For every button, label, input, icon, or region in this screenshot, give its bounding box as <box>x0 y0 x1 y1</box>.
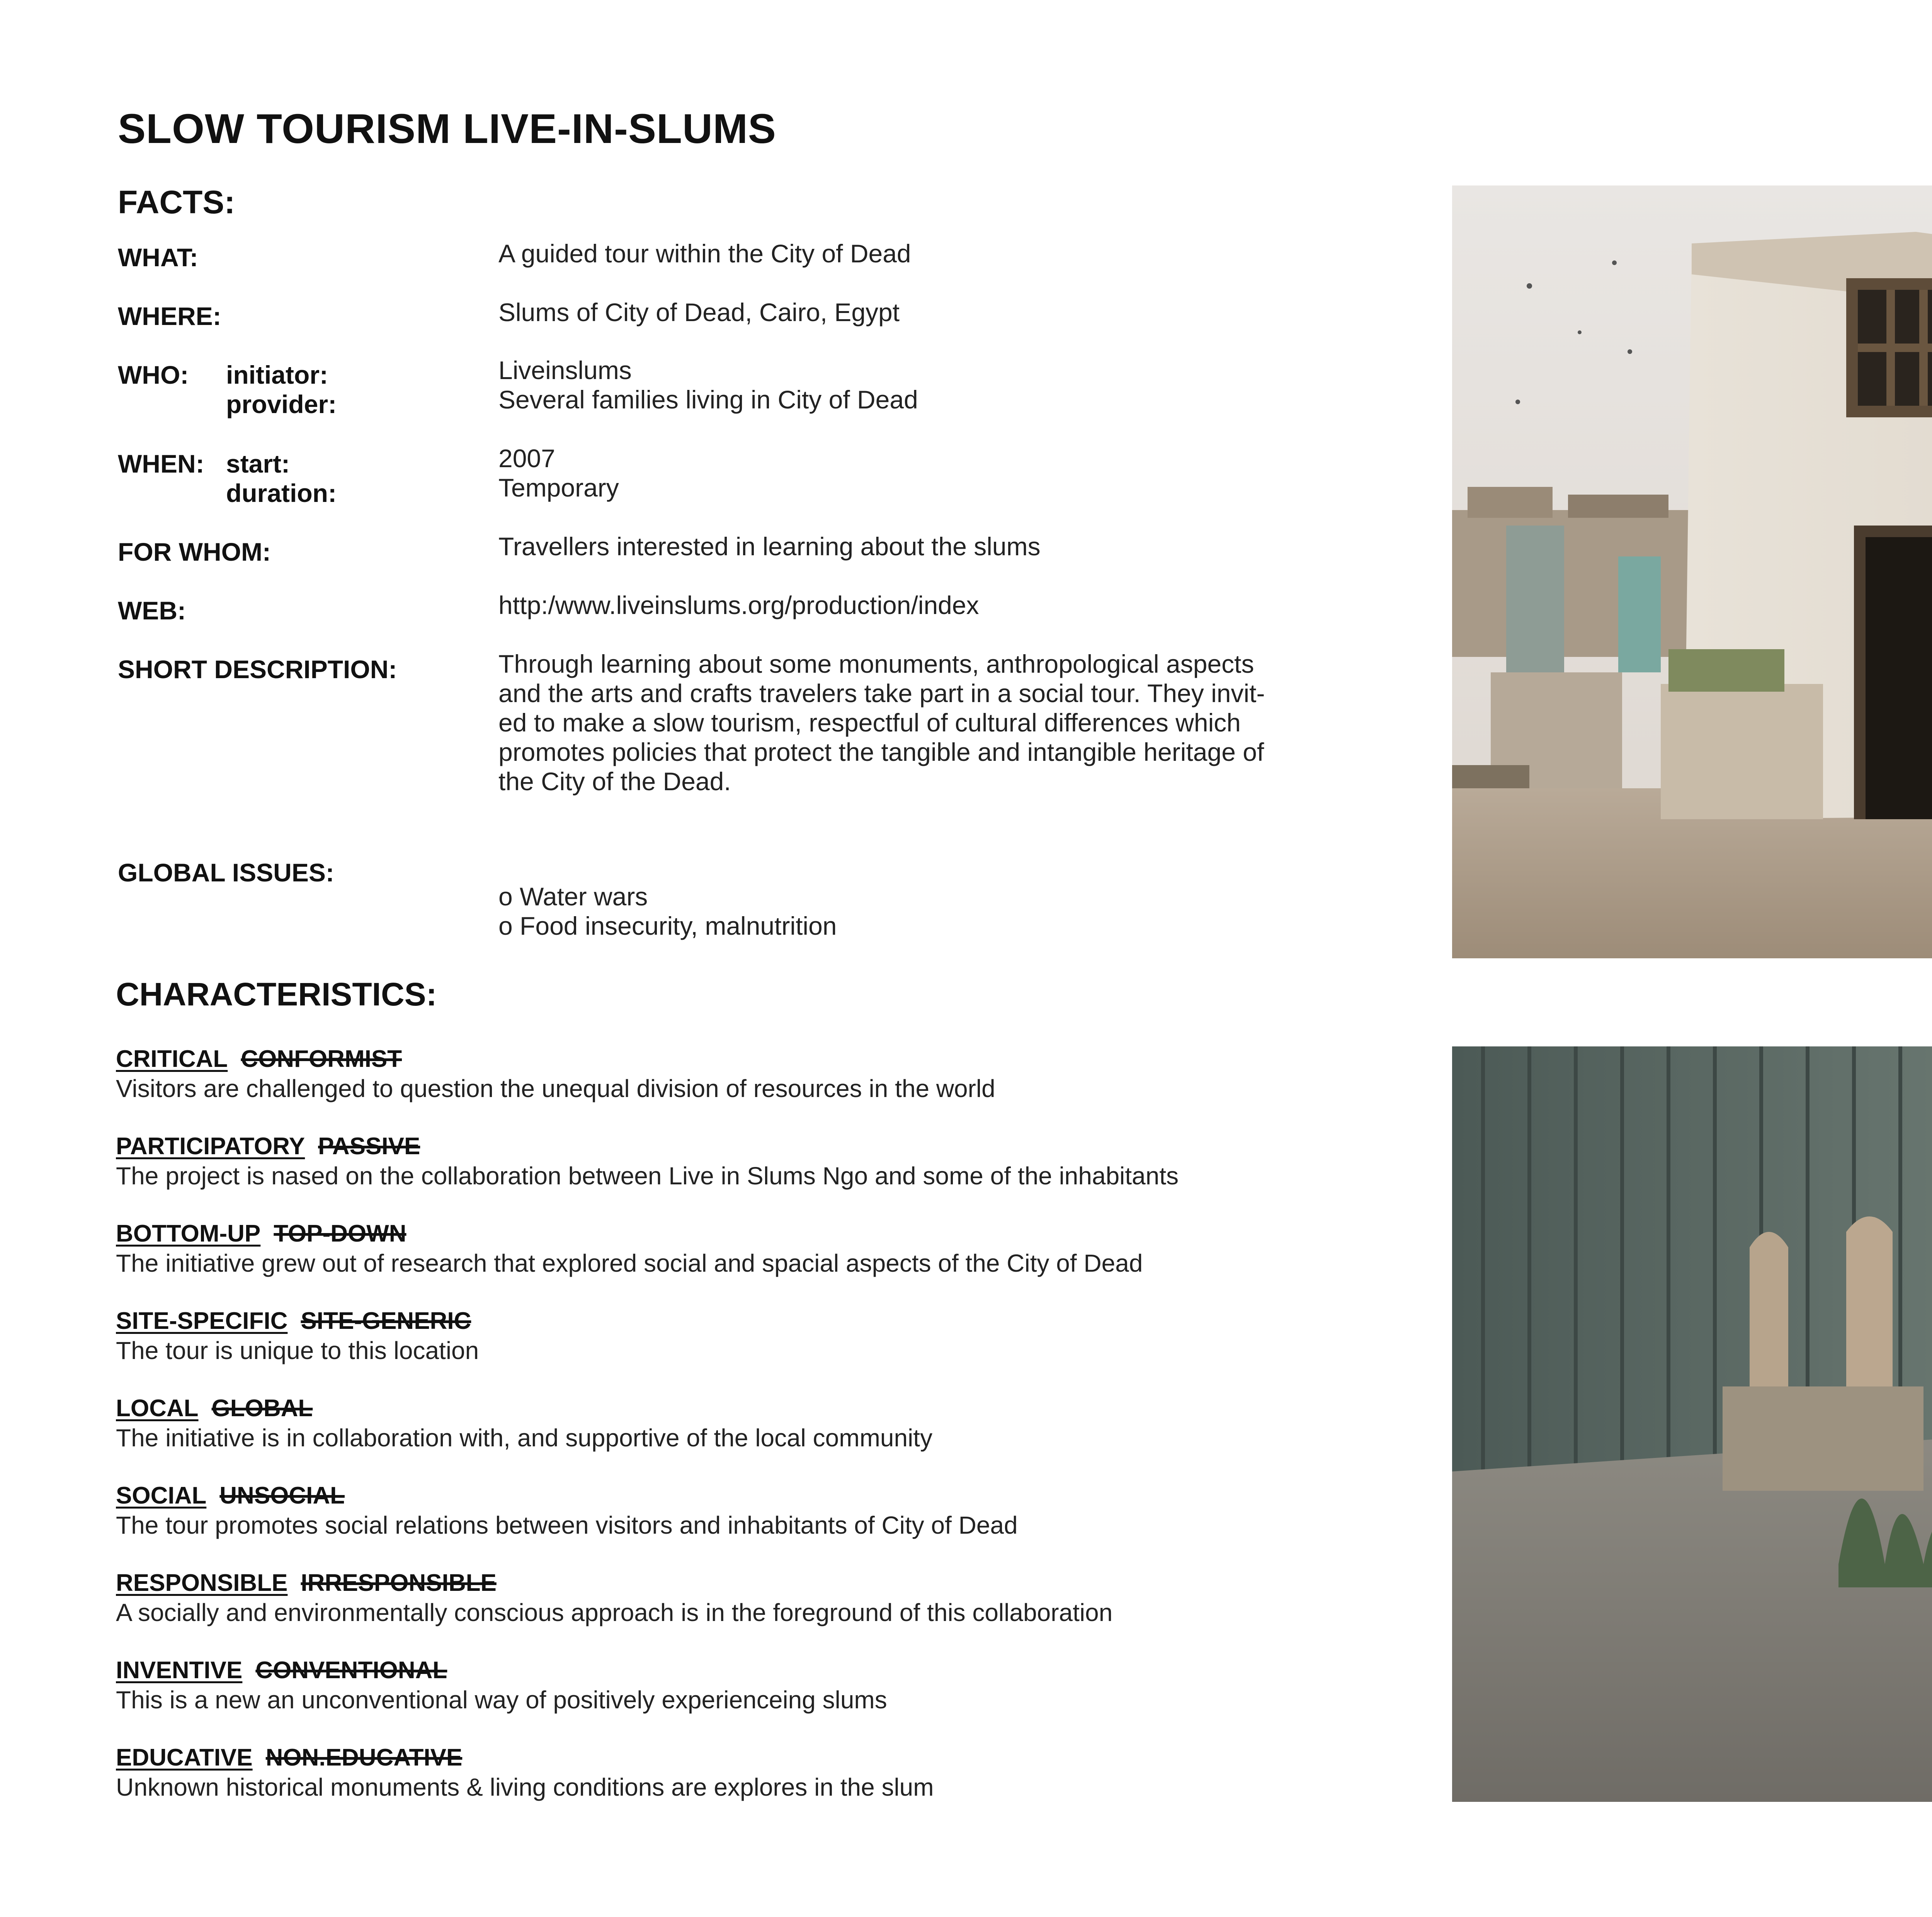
characteristic-description: The tour is unique to this location <box>116 1337 479 1364</box>
characteristic-terms <box>116 1656 887 1685</box>
characteristic-terms <box>116 1044 995 1074</box>
for-whom-value: Travellers interested in learning about the slums <box>498 532 1041 561</box>
characteristic-negative: UNSOCIAL <box>219 1482 345 1509</box>
characteristic-description: Visitors are challenged to question the unequal division of resources in the world <box>116 1075 995 1102</box>
photo-family-in-doorway <box>1452 1046 1932 1802</box>
global-issues-list <box>498 882 1329 941</box>
when-duration-label: duration: <box>226 479 337 507</box>
where-label: WHERE: <box>118 302 221 330</box>
characteristic-description: The initiative is in collaboration with, and supportive of the local community <box>116 1424 933 1452</box>
photo-house-with-scooter <box>1452 185 1932 958</box>
characteristic-negative: SITE-GENERIC <box>301 1308 471 1334</box>
who-label: WHO: <box>118 361 189 389</box>
for-whom-label: FOR WHOM: <box>118 538 271 566</box>
characteristic-negative: CONFORMIST <box>241 1046 402 1072</box>
characteristic-description: A socially and environmentally conscious approach is in the foreground of this collaboration <box>116 1599 1113 1626</box>
characteristic-positive: RESPONSIBLE <box>116 1570 288 1596</box>
web-label: WEB: <box>118 596 186 625</box>
characteristic-item <box>116 1481 1018 1540</box>
description-line: ed to make a slow tourism, respectful of cultural differences which <box>498 708 1241 737</box>
characteristic-positive: SOCIAL <box>116 1482 207 1509</box>
where-value: Slums of City of Dead, Cairo, Egypt <box>498 298 900 327</box>
characteristic-item <box>116 1306 479 1365</box>
characteristic-positive: PARTICIPATORY <box>116 1133 305 1160</box>
characteristic-terms <box>116 1481 1018 1510</box>
characteristic-positive: EDUCATIVE <box>116 1744 253 1771</box>
characteristic-terms <box>116 1306 479 1336</box>
characteristic-terms <box>116 1394 932 1423</box>
characteristic-positive: CRITICAL <box>116 1046 228 1072</box>
characteristic-positive: BOTTOM-UP <box>116 1220 261 1247</box>
when-label: WHEN: <box>118 449 204 478</box>
characteristic-item <box>116 1219 1143 1278</box>
characteristic-description: This is a new an unconventional way of positively experienceing slums <box>116 1686 887 1714</box>
characteristic-item <box>116 1044 995 1103</box>
characteristic-item <box>116 1656 887 1715</box>
short-description-label: SHORT DESCRIPTION: <box>118 655 397 684</box>
description-line: Through learning about some monuments, anthropological aspects <box>498 650 1254 678</box>
global-issues-label: GLOBAL ISSUES: <box>118 858 334 887</box>
characteristic-description: The project is nased on the collaboration between Live in Slums Ngo and some of the inhabitants <box>116 1162 1179 1190</box>
characteristic-item <box>116 1394 932 1453</box>
characteristic-description: The initiative grew out of research that explored social and spacial aspects of the City of Dead <box>116 1249 1143 1277</box>
what-label: WHAT: <box>118 243 198 272</box>
web-link[interactable]: http:/www.liveinslums.org/production/index <box>498 591 979 619</box>
characteristic-item <box>116 1568 1112 1627</box>
global-issue-item: o Water wars <box>498 882 648 911</box>
when-start-label: start: <box>226 449 290 478</box>
description-line: promotes policies that protect the tangible and intangible heritage of <box>498 738 1264 766</box>
who-provider-label: provider: <box>226 390 337 418</box>
characteristic-item <box>116 1743 934 1802</box>
characteristics-heading: CHARACTERISTICS: <box>116 976 437 1012</box>
who-provider-value: Several families living in City of Dead <box>498 385 918 414</box>
what-value: A guided tour within the City of Dead <box>498 239 911 268</box>
characteristic-terms <box>116 1219 1143 1249</box>
characteristic-negative: PASSIVE <box>318 1133 420 1160</box>
characteristic-positive: SITE-SPECIFIC <box>116 1308 288 1334</box>
facts-heading: FACTS: <box>118 184 235 220</box>
characteristic-terms <box>116 1568 1112 1598</box>
characteristic-negative: GLOBAL <box>211 1395 313 1422</box>
characteristic-description: Unknown historical monuments & living conditions are explores in the slum <box>116 1773 934 1801</box>
characteristic-negative: TOP-DOWN <box>274 1220 406 1247</box>
characteristic-item <box>116 1132 1179 1191</box>
when-start-value: 2007 <box>498 444 555 473</box>
characteristic-positive: LOCAL <box>116 1395 199 1422</box>
characteristic-negative: CONVENTIONAL <box>255 1657 447 1684</box>
characteristic-positive: INVENTIVE <box>116 1657 243 1684</box>
who-initiator-label: initiator: <box>226 361 328 389</box>
characteristic-terms <box>116 1743 934 1772</box>
who-initiator-value: Liveinslums <box>498 356 632 384</box>
description-line: the City of the Dead. <box>498 767 731 796</box>
description-line: and the arts and crafts travelers take part in a social tour. They invit- <box>498 679 1265 708</box>
global-issue-item: o Food insecurity, malnutrition <box>498 912 837 940</box>
when-duration-value: Temporary <box>498 473 619 502</box>
page-title: SLOW TOURISM LIVE-IN-SLUMS <box>118 105 776 152</box>
characteristic-terms <box>116 1132 1179 1161</box>
characteristic-negative: NON.EDUCATIVE <box>265 1744 463 1771</box>
short-description <box>498 649 1329 796</box>
characteristic-negative: IRRESPONSIBLE <box>301 1570 497 1596</box>
characteristic-description: The tour promotes social relations between visitors and inhabitants of City of Dead <box>116 1511 1018 1539</box>
